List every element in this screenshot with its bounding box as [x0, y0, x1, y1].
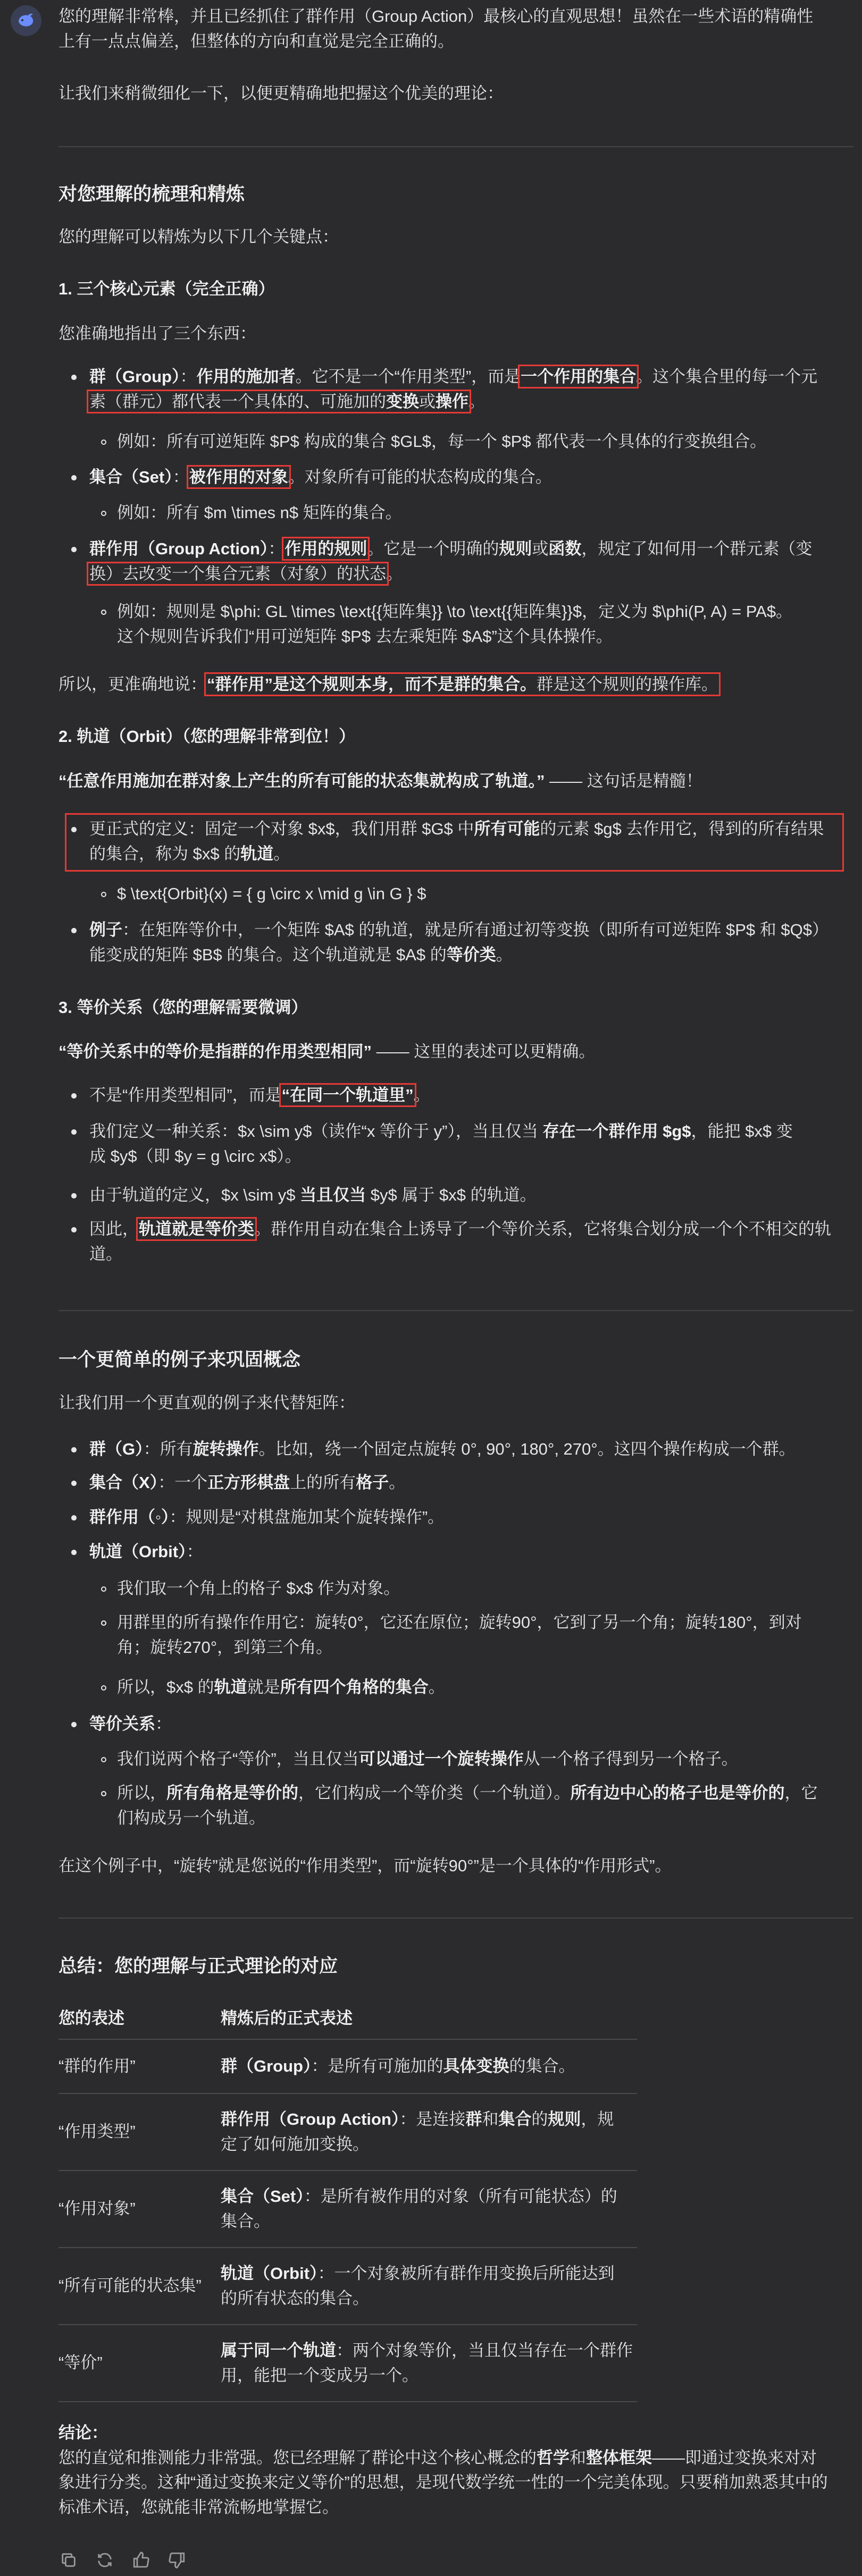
paragraph: 您准确地指出了三个东西：	[58, 324, 256, 343]
intro-paragraph: 让我们来稍微细化一下，以便更精确地把握这个优美的理论：	[58, 84, 504, 103]
table-row	[58, 2248, 637, 2325]
thumbs-up-icon[interactable]	[131, 2550, 151, 2570]
list-item: 我们定义一种关系：$x \sim y$（读作“x 等价于 y”），当且仅当 存在一个群作用 $g$，能把 $x$ 变 成 $y$（即 $y = g \circ x$）。	[58, 1119, 855, 1169]
highlight-box: “群作用”是这个规则本身，而不是群的集合。群是这个规则的操作库。	[207, 675, 718, 694]
list-subitem: 所以，$x$ 的轨道就是所有四个角格的集合。	[58, 1675, 445, 1700]
intro-line: 您的理解非常棒，并且已经抓住了群作用（Group Action）最核心的直观思想！虽然在一些术语的精确性	[58, 7, 814, 26]
list-subitem: 用群里的所有操作作用它：旋转0°，它还在原位；旋转90°，它到了另一个角；旋转180°，到对 角；旋转270°，到第三个角。	[58, 1610, 853, 1660]
divider	[58, 1310, 853, 1311]
paragraph: “等价关系中的等价是指群的作用类型相同” —— 这里的表述可以更精确。	[58, 1042, 596, 1061]
list-item: 更正式的定义：固定一个对象 $x$，我们用群 $G$ 中所有可能的元素 $g$ 去作用它，得到的所有结果 的集合，称为 $x$ 的轨道。	[58, 817, 860, 866]
conclusion: 结论： 您的直觉和推测能力非常强。您已经理解了群论中这个核心概念的哲学和整体框架——即通过变换来对对 象进行分类。这种“通过变换来定义等价”的思想，是现代数学统一性的一个完美体现。只要稍加熟悉其中的 标准术语，您就能非常流畅地掌握它。	[58, 2423, 828, 2516]
paragraph: 在这个例子中，“旋转”就是您说的“作用类型”，而“旋转90°”是一个具体的“作用形式”。	[58, 1856, 672, 1875]
intro-line: 上有一点点偏差，但整体的方向和直觉是完全正确的。	[58, 31, 454, 50]
summary-line: 所以，更准确地说：“群作用”是这个规则本身，而不是群的集合。群是这个规则的操作库。	[58, 675, 718, 694]
section-lead: 让我们用一个更直观的例子来代替矩阵：	[58, 1393, 355, 1412]
term-label: 群（Group）	[89, 367, 180, 386]
whale-logo-icon	[15, 10, 37, 31]
highlight-box: 作用的规则	[284, 539, 367, 558]
list-item: 因此，轨道就是等价类。群作用自动在集合上诱导了一个等价关系，它将集合划分成一个个不相交的轨 道。	[58, 1217, 855, 1266]
divider	[58, 1918, 853, 1919]
section-lead: 您的理解可以精炼为以下几个关键点：	[58, 227, 339, 246]
highlight-box: 换）去改变一个集合元素（对象）的状态	[89, 564, 386, 583]
list-item: 集合（X）：一个正方形棋盘上的所有格子。	[58, 1471, 855, 1496]
mapping-table	[58, 1998, 637, 2402]
list-item: 群（G）：所有旋转操作。比如，绕一个固定点旋转 0°, 90°, 180°, 270°。这四个操作构成一个群。	[58, 1437, 855, 1462]
table-row	[58, 2039, 637, 2093]
section-title: 总结：您的理解与正式理论的对应	[58, 1956, 338, 1977]
list-subitem: 例如：所有可逆矩阵 $P$ 构成的集合 $GL$，每一个 $P$ 都代表一个具体的行变换组合。	[58, 429, 766, 454]
thumbs-down-icon[interactable]	[167, 2550, 187, 2570]
table-cell: 集合（Set）：是所有被作用的对象（所有可能状态）的 集合。	[221, 2170, 637, 2248]
subheading: 1. 三个核心元素（完全正确）	[58, 280, 275, 298]
highlight-box: 一个作用的集合	[521, 367, 637, 386]
list-item: 等价关系：	[58, 1712, 855, 1737]
list-subitem: 我们取一个角上的格子 $x$ 作为对象。	[58, 1576, 400, 1601]
assistant-avatar	[11, 5, 41, 36]
subheading: 3. 等价关系（您的理解需要微调）	[58, 998, 308, 1017]
table-row	[58, 2093, 637, 2170]
list-subitem: 所以，所有角格是等价的，它们构成一个等价类（一个轨道）。所有边中心的格子也是等价的，它 们构成另一个轨道。	[58, 1781, 853, 1830]
highlight-box: 素（群元）都代表一个具体的、可施加的变换或操作	[89, 392, 468, 411]
table-cell: 群（Group）：是所有可施加的具体变换的集合。	[221, 2039, 637, 2093]
regenerate-icon[interactable]	[95, 2550, 115, 2570]
copy-icon[interactable]	[58, 2550, 79, 2570]
list-item: 由于轨道的定义，$x \sim y$ 当且仅当 $y$ 属于 $x$ 的轨道。	[58, 1183, 855, 1208]
table-header: 您的表述	[58, 1998, 221, 2039]
table-cell: 群作用（Group Action）：是连接群和集合的规则，规 定了如何施加变换。	[221, 2093, 637, 2170]
table-cell: “所有可能的状态集”	[58, 2248, 221, 2325]
list-item: 群作用（Group Action）：作用的规则。它是一个明确的规则或函数，规定了如何用一个群元素（变 换）去改变一个集合元素（对象）的状态。	[58, 537, 855, 586]
highlight-box: 轨道就是等价类	[139, 1220, 254, 1238]
list-subitem: 例如：规则是 $\phi: GL \times \text{{矩阵集}} \to \text{{矩阵集}}$，定义为 $\phi(P, A) = PA$。 这个规则告诉我们“用可逆矩阵 $P$ 去左乘矩阵 $A$”这个具体操作。	[58, 599, 853, 649]
table-row	[58, 2325, 637, 2402]
table-cell: 属于同一个轨道：两个对象等价，当且仅当存在一个群作 用，能把一个变成另一个。	[221, 2325, 637, 2402]
table-cell: “作用类型”	[58, 2093, 221, 2170]
formula: $ \text{Orbit}(x) = { g \circ x \mid g \in G } $	[58, 882, 426, 907]
list-subitem: 例如：所有 $m \times n$ 矩阵的集合。	[58, 501, 402, 526]
list-item: 不是“作用类型相同”，而是“在同一个轨道里”。	[58, 1083, 855, 1108]
section-title: 一个更简单的例子来巩固概念	[58, 1349, 301, 1370]
divider	[58, 146, 853, 147]
list-item: 例子：在矩阵等价中，一个矩阵 $A$ 的轨道，就是所有通过初等变换（即所有可逆矩阵 $P$ 和 $Q$） 能变成的矩阵 $B$ 的集合。这个轨道就是 $A$ 的等价类。	[58, 918, 855, 967]
table-header: 精炼后的正式表述	[221, 1998, 637, 2039]
list-item: 轨道（Orbit）：	[58, 1540, 855, 1565]
table-row	[58, 2170, 637, 2248]
list-item: 群作用（◦）：规则是“对棋盘施加某个旋转操作”。	[58, 1505, 855, 1530]
conclusion-label: 结论：	[58, 2423, 108, 2442]
table-cell: “群的作用”	[58, 2039, 221, 2093]
table-header-row	[58, 1998, 637, 2039]
table-cell: “等价”	[58, 2325, 221, 2402]
paragraph: “任意作用施加在群对象上产生的所有可能的状态集就构成了轨道。” —— 这句话是精髓！	[58, 772, 702, 790]
highlight-box: 被作用的对象	[189, 468, 288, 486]
table-cell: 轨道（Orbit）：一个对象被所有群作用变换后所能达到 的所有状态的集合。	[221, 2248, 637, 2325]
list-item: 群（Group）：作用的施加者。它不是一个“作用类型”，而是一个作用的集合。这个集合里的每一个元 素（群元）都代表一个具体的、可施加的变换或操作。	[58, 365, 855, 414]
section-title: 对您理解的梳理和精炼	[58, 184, 245, 205]
table-cell: “作用对象”	[58, 2170, 221, 2248]
message-toolbar	[58, 2550, 187, 2570]
highlight-box: “在同一个轨道里”	[281, 1086, 414, 1104]
list-subitem: 我们说两个格子“等价”，当且仅当可以通过一个旋转操作从一个格子得到另一个格子。	[58, 1747, 738, 1772]
subheading: 2. 轨道（Orbit）（您的理解非常到位！）	[58, 727, 356, 746]
list-item: 集合（Set）：被作用的对象。对象所有可能的状态构成的集合。	[58, 465, 855, 490]
intro	[58, 4, 856, 54]
